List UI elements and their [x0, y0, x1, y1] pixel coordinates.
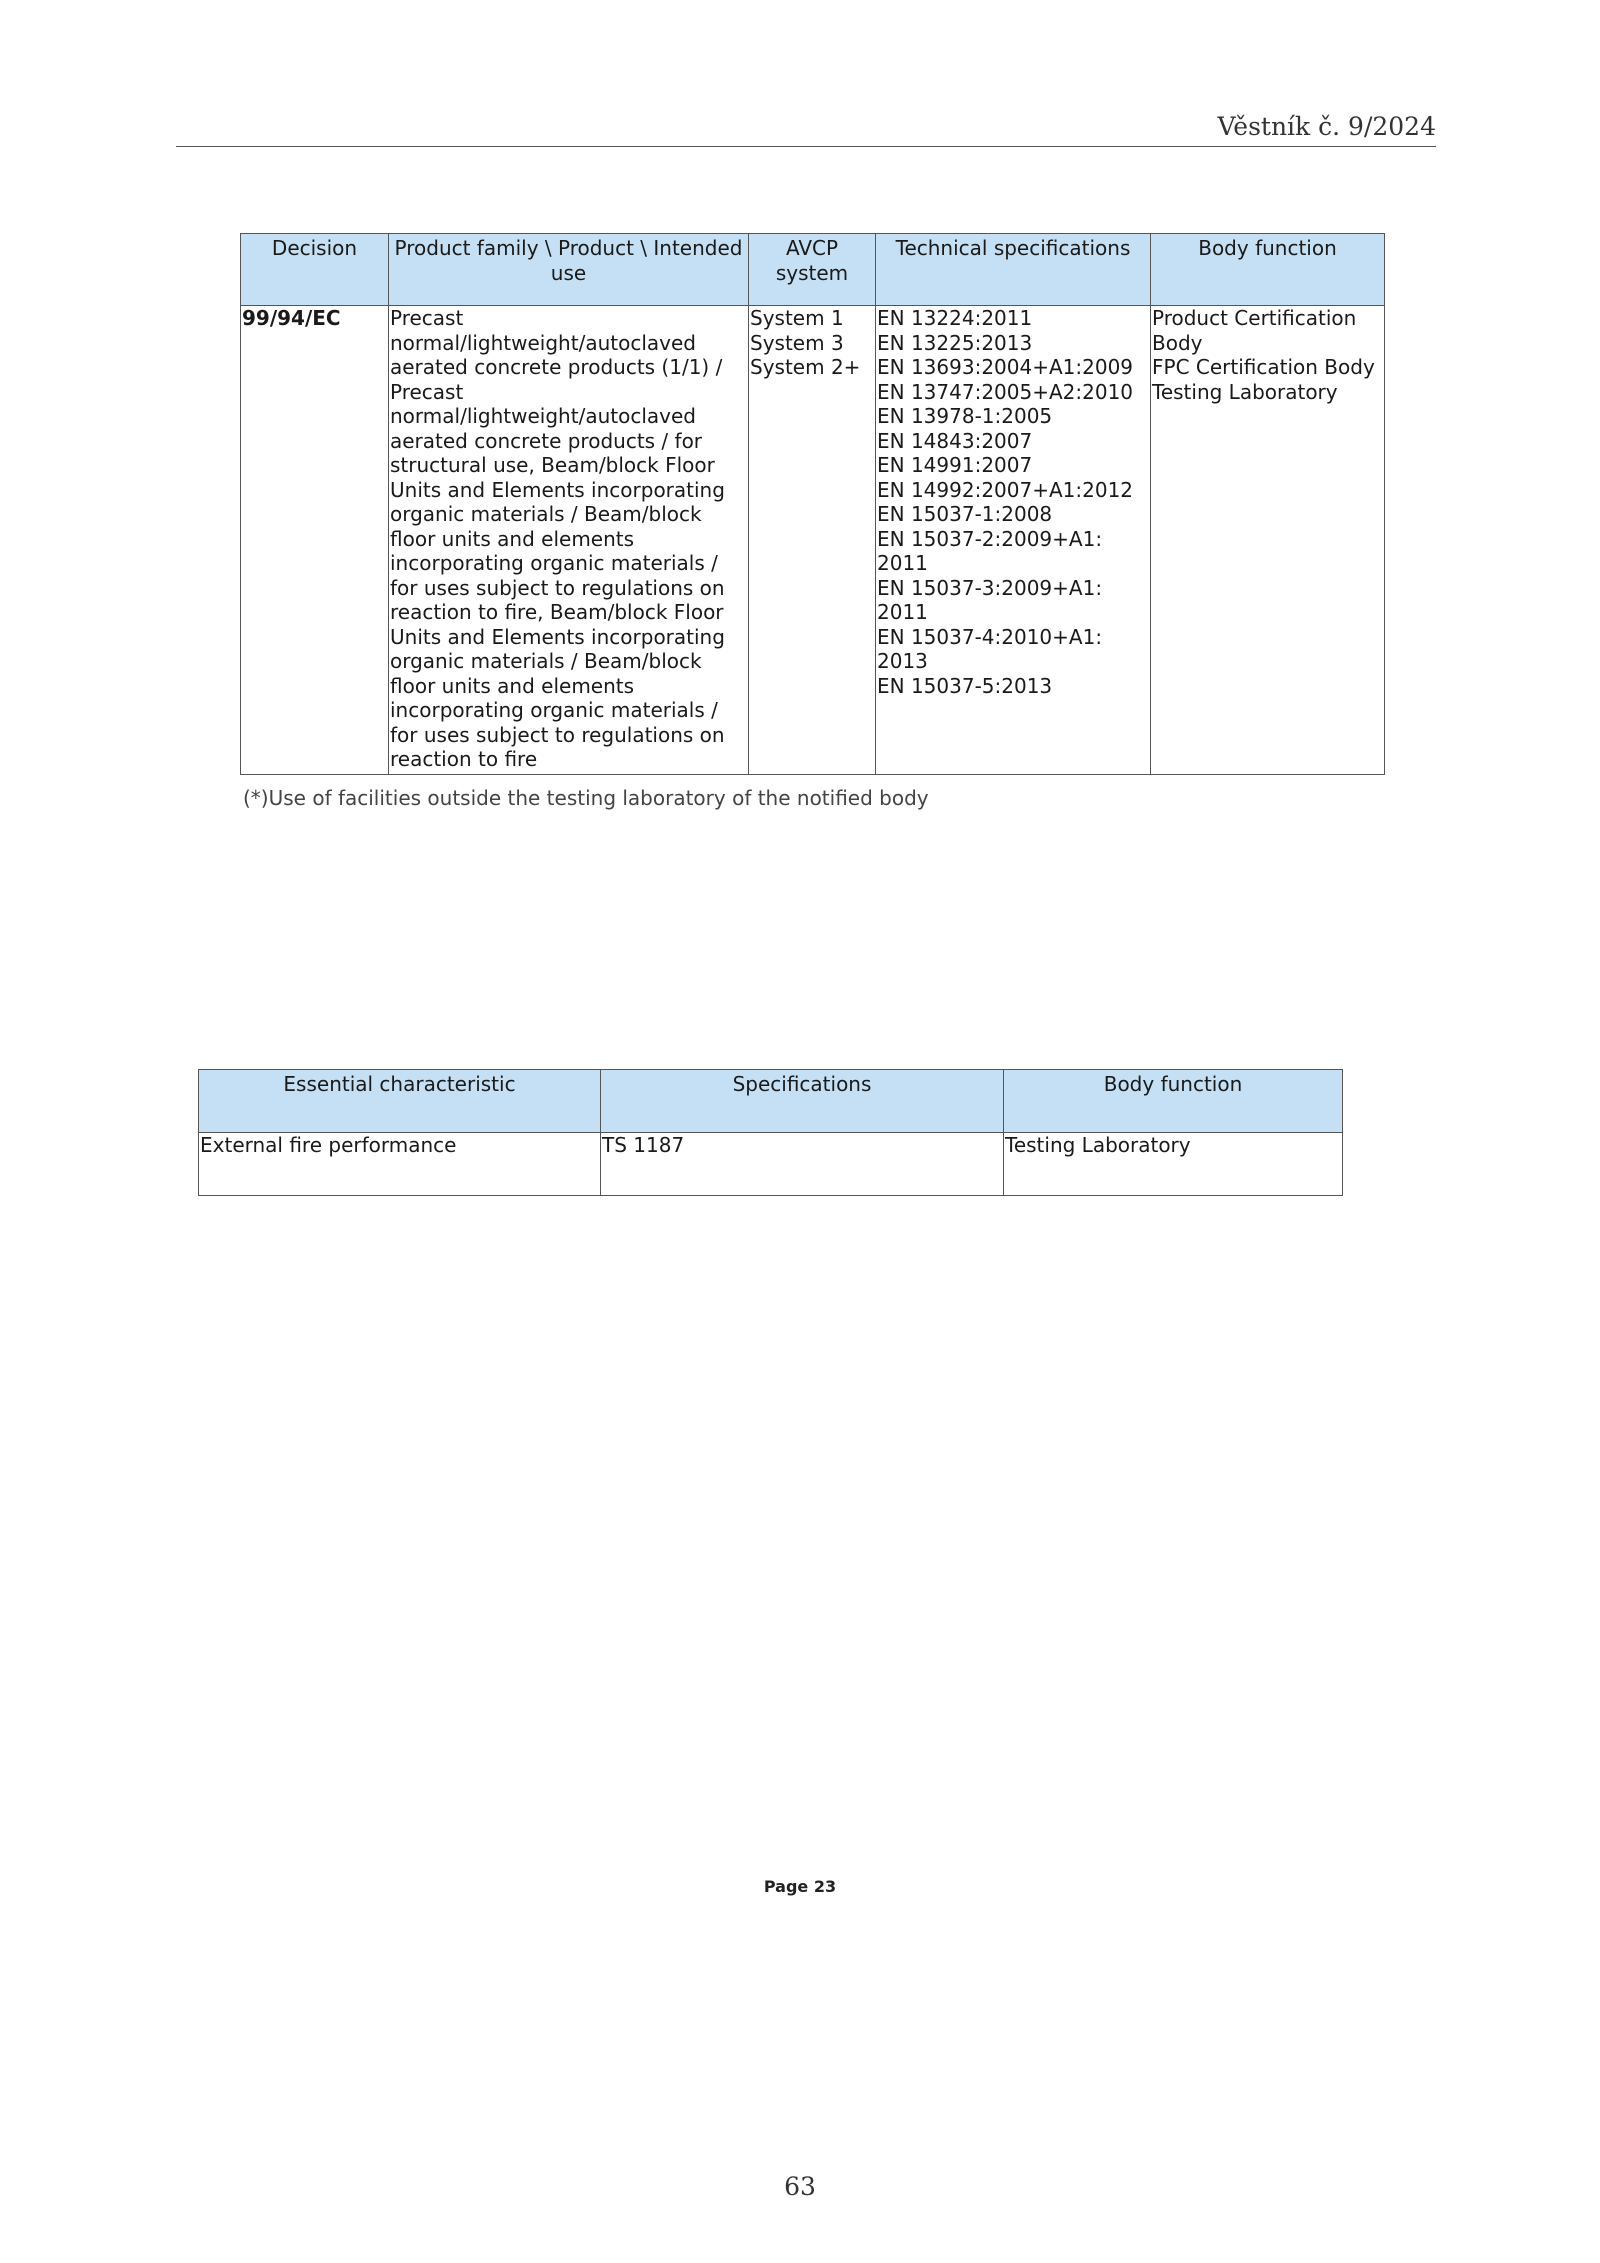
- decisions-table-header-row: [241, 234, 1385, 306]
- column-header-avcp-system: AVCP system: [749, 234, 876, 306]
- column-header-product-family: Product family \ Product \ Intended use: [389, 234, 749, 306]
- page-number: 63: [784, 2172, 816, 2201]
- avcp-system-item: System 3: [750, 330, 844, 355]
- body-function-cell: [1151, 306, 1385, 775]
- decisions-table: [240, 233, 1385, 775]
- avcp-system-item: System 1: [750, 306, 844, 330]
- table-row: [241, 306, 1385, 775]
- characteristics-table-header-row: [199, 1070, 1343, 1133]
- column-header-decision: Decision: [241, 234, 389, 306]
- column-header-body-function: Body function: [1004, 1070, 1343, 1133]
- specification-item: EN 13747:2005+A2:2010: [877, 379, 1134, 404]
- specification-item: EN 15037-5:2013: [877, 673, 1053, 698]
- product-family-cell: Precast normal/lightweight/autoclaved aerated concrete products (1/1) / Precast normal/lightweight/autoclaved aerated concrete products / for structural use, Beam/block Floor Units and Elements incorporating organic materials / Beam/block floor units and elements incorporating organic materials / for uses subject to regulations on reaction to fire, Beam/block Floor Units and Elements incorporating organic materials / Beam/block floor units and elements incorporating organic materials / for uses subject to regulations on reaction to fire: [389, 306, 749, 775]
- characteristics-table: [198, 1069, 1343, 1196]
- specification-item: EN 15037-3:2009+A1: 2011: [877, 575, 1103, 624]
- specification-item: EN 13693:2004+A1:2009: [877, 355, 1134, 379]
- specification-item: EN 15037-2:2009+A1: 2011: [877, 526, 1103, 575]
- body-function-item: FPC Certification Body: [1152, 355, 1375, 379]
- specification-cell: TS 1187: [601, 1133, 1004, 1196]
- specification-item: EN 14991:2007: [877, 453, 1033, 477]
- column-header-body-function: Body function: [1151, 234, 1385, 306]
- essential-characteristic-cell: External fire performance: [199, 1133, 601, 1196]
- specification-item: EN 13224:2011: [877, 306, 1033, 330]
- specification-item: EN 14992:2007+A1:2012: [877, 477, 1134, 502]
- body-function-item: Testing Laboratory: [1152, 379, 1338, 404]
- inner-page-label: Page 23: [763, 1877, 837, 1896]
- specification-item: EN 14843:2007: [877, 428, 1033, 453]
- avcp-system-cell: [749, 306, 876, 775]
- body-function-item: Product Certification Body: [1152, 306, 1357, 355]
- body-function-cell: Testing Laboratory: [1004, 1133, 1343, 1196]
- column-header-technical-specifications: Technical specifications: [876, 234, 1151, 306]
- specification-item: EN 15037-4:2010+A1: 2013: [877, 624, 1103, 673]
- technical-specifications-cell: [876, 306, 1151, 775]
- specification-item: EN 13978-1:2005: [877, 404, 1053, 428]
- column-header-specifications: Specifications: [601, 1070, 1004, 1133]
- avcp-system-item: System 2+: [750, 355, 861, 379]
- table-footnote: (*)Use of facilities outside the testing laboratory of the notified body: [243, 786, 929, 810]
- specification-item: EN 15037-1:2008: [877, 502, 1053, 526]
- header-divider: [176, 146, 1436, 147]
- journal-issue-header: Věstník č. 9/2024: [1217, 112, 1436, 141]
- table-row: [199, 1133, 1343, 1196]
- column-header-essential-characteristic: Essential characteristic: [199, 1070, 601, 1133]
- specification-item: EN 13225:2013: [877, 330, 1033, 355]
- decision-cell: 99/94/EC: [241, 306, 389, 775]
